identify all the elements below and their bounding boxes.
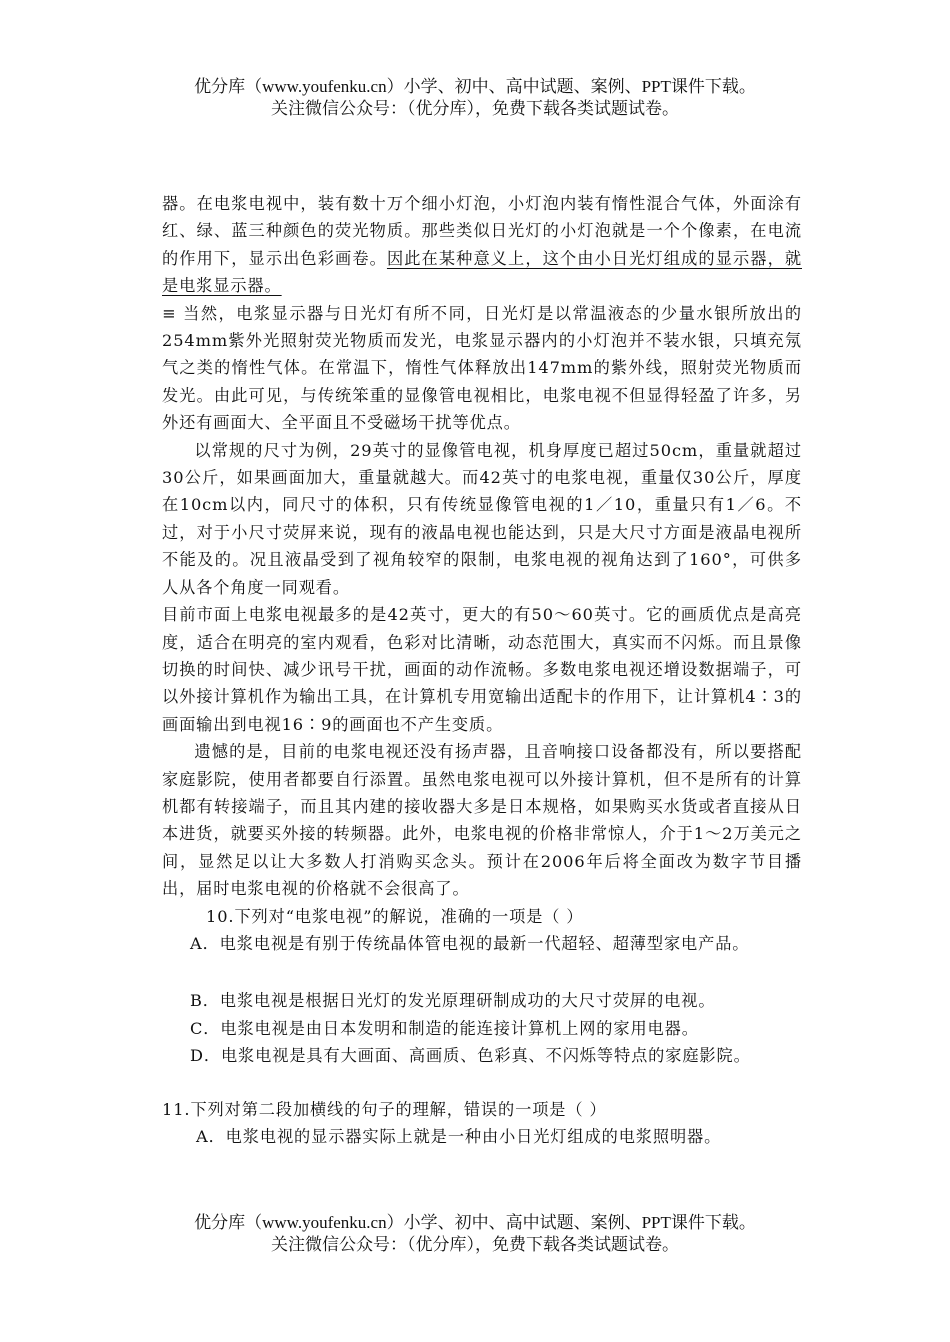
footer-line-2: 关注微信公众号：（优分库），免费下载各类试题试卷。 xyxy=(271,1235,679,1254)
spacer xyxy=(162,1070,802,1096)
question-10-option-c: C．电浆电视是由日本发明和制造的能连接计算机上网的家用电器。 xyxy=(190,1018,699,1038)
question-11-title: 11.下列对第二段加横线的句子的理解，错误的一项是（ ） xyxy=(162,1099,607,1119)
footer-line-1: 优分库（www.youfenku.cn）小学、初中、高中试题、案例、PPT课件下载。 xyxy=(194,1213,756,1232)
paragraph-4: 目前市面上电浆电视最多的是42英寸，更大的有50～60英寸。它的画质优点是高亮度，适合在明亮的室内观看，色彩对比清晰，动态范围大，真实而不闪烁。而且景像切换的时间快、减少讯号干扰，画面的动作流畅。多数电浆电视还增设数据端子，可以外接计算机作为输出工具，在计算机专用宽输出适配卡的作用下，让计算机4∶3的画面输出到电视16∶9的画面也不产生变质。 xyxy=(162,605,802,734)
page-header xyxy=(0,76,950,120)
paragraph-3: 以常规的尺寸为例，29英寸的显像管电视，机身厚度已超过50cm，重量就超过30公斤，如果画面加大，重量就越大。而42英寸的电浆电视，重量仅30公斤，厚度在10cm以内，同尺寸的体积，只有传统显像管电视的1／10，重量只有1／6。不过，对于小尺寸荧屏来说，现有的液晶电视也能达到，只是大尺寸方面是液晶电视所不能及的。况且液晶受到了视角较窄的限制，电浆电视的视角达到了160°，可供多人从各个角度一同观看。 xyxy=(162,440,802,597)
question-11-option-a: A．电浆电视的显示器实际上就是一种由小日光灯组成的电浆照明器。 xyxy=(196,1127,722,1146)
question-10-option-b: B．电浆电视是根据日光灯的发光原理研制成功的大尺寸荧屏的电视。 xyxy=(190,991,716,1011)
header-line-2: 关注微信公众号：（优分库），免费下载各类试题试卷。 xyxy=(271,99,679,118)
spacer xyxy=(162,957,802,987)
question-10-option-a: A．电浆电视是有别于传统晶体管电视的最新一代超轻、超薄型家电产品。 xyxy=(190,933,750,953)
article-body xyxy=(162,190,802,1150)
page-footer xyxy=(0,1212,950,1256)
paragraph-1-text: 器。在电浆电视中，装有数十万个细小灯泡，小灯泡内装有惰性混合气体，外面涂有红、绿、蓝三种颜色的荧光物质。那些类似日光灯的小灯泡就是一个个像素，在电流的作用下，显示出色彩画卷。 xyxy=(162,194,802,268)
question-10-title: 10.下列对“电浆电视”的解说，准确的一项是（ ） xyxy=(206,906,584,926)
paragraph-5: 遗憾的是，目前的电浆电视还没有扬声器，且音响接口设备都没有，所以要搭配家庭影院，使用者都要自行添置。虽然电浆电视可以外接计算机，但不是所有的计算机都有转接端子，而且其内建的接收器大多是日本规格，如果购买水货或者直接从日本进货，就要买外接的转频器。此外，电浆电视的价格非常惊人，介于1～2万美元之间，显然足以让大多数人打消购买念头。预计在2006年后将全面改为数字节目播出，届时电浆电视的价格就不会很高了。 xyxy=(162,742,802,899)
header-line-1: 优分库（www.youfenku.cn）小学、初中、高中试题、案例、PPT课件下载。 xyxy=(194,77,756,96)
question-10-option-d: D．电浆电视是具有大画面、高画质、色彩真、不闪烁等特点的家庭影院。 xyxy=(190,1046,751,1066)
paragraph-1 xyxy=(162,190,802,300)
paragraph-2: ≡ 当然，电浆显示器与日光灯有所不同，日光灯是以常温液态的少量水银所放出的254mm紫外光照射荧光物质而发光，电浆显示器内的小灯泡并不装水银，只填充氖气之类的惰性气体。在常温下，惰性气体释放出147mm的紫外线，照射荧光物质而发光。由此可见，与传统笨重的显像管电视相比，电浆电视不但显得轻盈了许多，另外还有画面大、全平面且不受磁场干扰等优点。 xyxy=(162,303,802,433)
underlined-sentence: 因此在某种意义上，这个由小日光灯组成的显示器，就是电浆显示器。 xyxy=(162,248,802,296)
